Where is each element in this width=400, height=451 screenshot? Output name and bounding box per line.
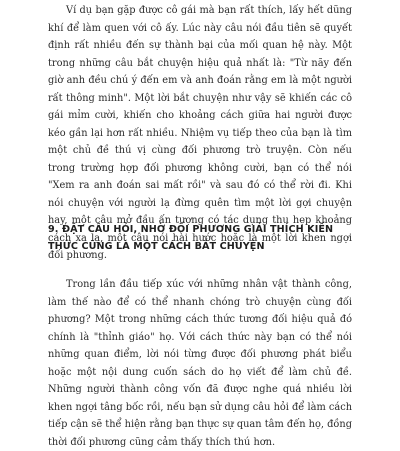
section-heading: 9. ĐẶT CÂU HỎI, NHỜ ĐỐI PHƯƠNG GIẢI THÍCH KIẾN THỨC CŨNG LÀ MỘT CÁCH BẮT CHUYỆN bbox=[48, 224, 334, 252]
body-paragraph-2 bbox=[48, 276, 352, 451]
paragraph-1-text: Ví dụ bạn gặp được cô gái mà bạn rất thích, lấy hết dũng khí để làm quen với cô ấy. Lúc này câu nói đầu tiên sẽ quyết định rất nhiều đến sự thành bại của mối quan hệ này. Một trong những câu bắt chuyện hiệu quả nhất là: "Từ nãy đến giờ anh đều chú ý đến em và anh đoán rằng em là một người rất thông minh". Một lời bắt chuyện như vậy sẽ khiến các cô gái mỉm cười, khiến cho khoảng cách giữa hai người được kéo gần lại hơn rất nhiều. Nhiệm vụ tiếp theo của bạn là tìm một chủ đề thú vị cùng đối phương trò truyện. Còn nếu trong trường hợp đối phương không cười, bạn có thể nói "Xem ra anh đoán sai mất rồi" và sau đó có thể rời đi. Khi nói chuyện với người lạ đừng quên tìm một lời gợi chuyện hay, một câu mở đầu ấn tượng có tác dụng thu hẹp khoảng cách xa lạ, một câu nói hài hước hoặc là một lời khen ngợi đối phương. bbox=[48, 5, 352, 261]
paragraph-2-text: Trong lần đầu tiếp xúc với những nhân vật thành công, làm thế nào để có thể nhanh chóng trò chuyện cùng đối phương? Một trong những cách thức tương đối hiệu quả đó chính là "thỉnh giáo" họ. Với cách thức này bạn có thể nói những quan điểm, lời nói từng được đối phương phát biểu hoặc một nội dung cuốn sách do họ viết để làm chủ đề. Những người thành công vốn đã được nghe quá nhiều lời khen ngợi tâng bốc rồi, nếu bạn sử dụng câu hỏi để làm cách tiếp cận sẽ thể hiện rằng bạn thực sự quan tâm đến họ, đồng thời đối phương cũng cảm thấy thích thú hơn. bbox=[48, 279, 352, 448]
